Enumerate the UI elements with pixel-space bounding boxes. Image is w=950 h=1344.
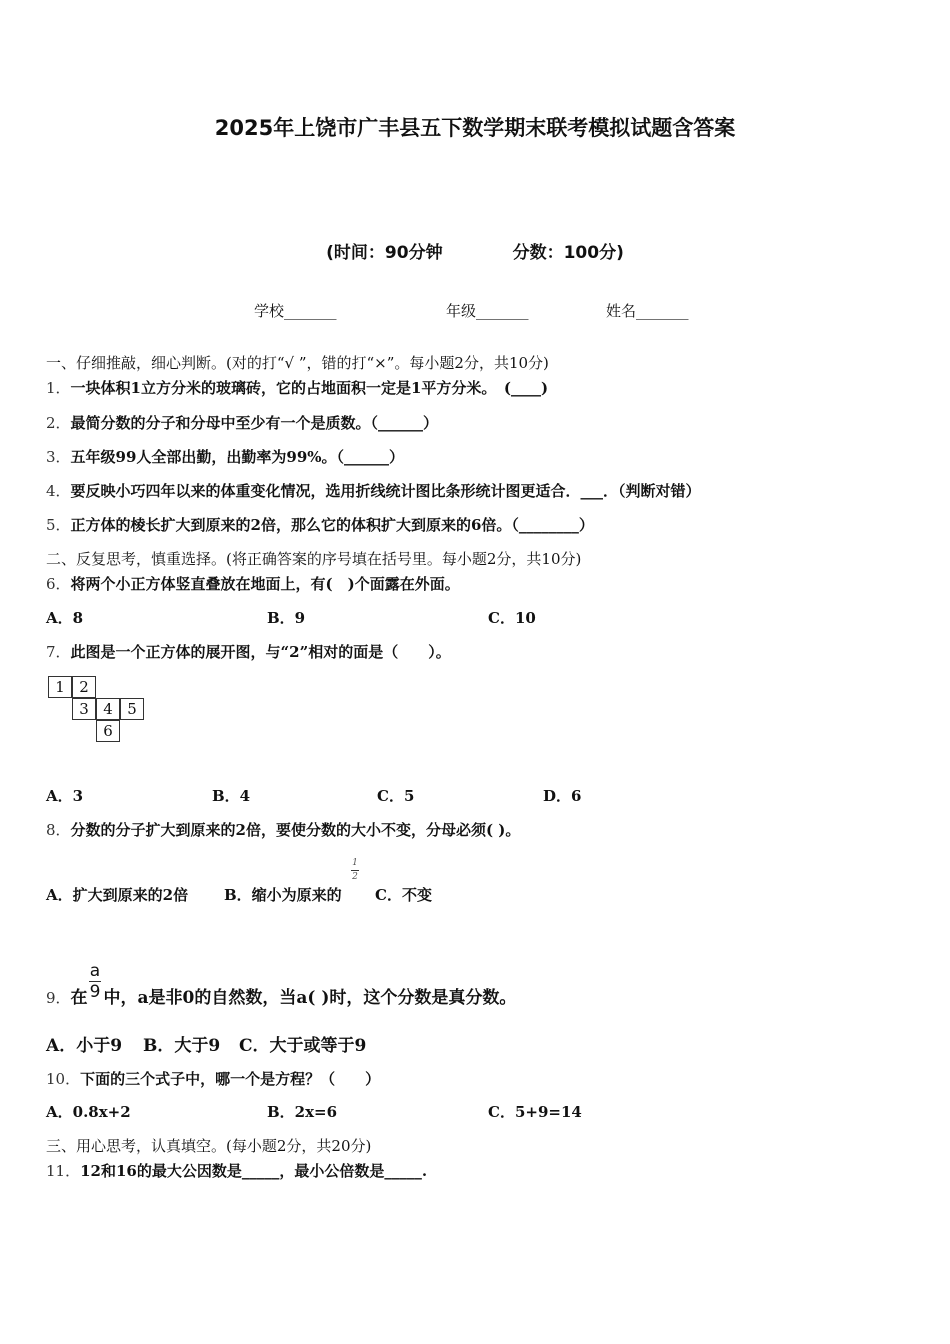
question-text: 此图是一个正方体的展开图，与“2”相对的面是（ ）。 (70, 643, 451, 661)
question-number: 4． (46, 482, 71, 500)
question-number: 1． (46, 379, 71, 397)
exam-time: (时间：90分钟 (326, 243, 443, 263)
net-cell: 5 (120, 698, 144, 720)
question-4 (46, 480, 701, 501)
exam-score: 分数：100分) (512, 243, 624, 263)
question-text: 一块体积1立方分米的玻璃砖，它的占地面积一定是1平方分米。 (____) (70, 379, 549, 397)
question-1 (46, 377, 548, 398)
question-number: 10． (46, 1070, 81, 1088)
option-c[interactable]: C．5+9=14 (488, 1103, 582, 1121)
option-b[interactable]: B．9 (267, 609, 306, 627)
option-d[interactable]: D．6 (543, 787, 582, 805)
fraction-bar (351, 870, 359, 871)
net-cell: 3 (72, 698, 96, 720)
section-2-heading: 二、反复思考，慎重选择。(将正确答案的序号填在括号里。每小题2分，共10分) (46, 550, 582, 568)
question-number: 6． (46, 575, 71, 593)
question-text: 要反映小巧四年以来的体重变化情况，选用折线统计图比条形统计图更适合．___．（判断对错） (70, 482, 701, 500)
page-title: 2025年上饶市广丰县五下数学期末联考模拟试题含答案 (214, 116, 736, 140)
question-number: 2． (46, 414, 71, 432)
option-b[interactable]: B．缩小为原来的 (224, 886, 342, 904)
option-c[interactable]: C．5 (377, 787, 415, 805)
grade-field: 年级_______ (446, 302, 529, 320)
name-field: 姓名_______ (606, 302, 689, 320)
fraction-numerator: 1 (352, 858, 358, 868)
question-text: 12和16的最大公因数是_____，最小公倍数是_____. (80, 1162, 428, 1180)
net-cell: 1 (48, 676, 72, 698)
option-a[interactable]: A．8 (46, 609, 84, 627)
option-a[interactable]: A．小于9 (46, 1036, 123, 1056)
option-c[interactable]: C．10 (488, 609, 536, 627)
question-number: 9． (46, 989, 71, 1007)
question-10 (46, 1068, 380, 1089)
question-8 (46, 819, 520, 840)
option-b[interactable]: B．大于9 (143, 1036, 221, 1056)
section-1-heading: 一、仔细推敲，细心判断。(对的打“√ ”，错的打“×”。每小题2分，共10分) (46, 354, 549, 372)
question-number: 3． (46, 448, 71, 466)
question-5 (46, 514, 594, 535)
question-number: 8． (46, 821, 71, 839)
question-text: 下面的三个式子中，哪一个是方程？（ ） (80, 1070, 381, 1088)
question-3 (46, 446, 404, 467)
net-cell: 6 (96, 720, 120, 742)
question-prefix: 在 (70, 988, 88, 1008)
option-c[interactable]: C．不变 (375, 886, 432, 904)
exam-info (0, 238, 950, 263)
option-c[interactable]: C．大于或等于9 (239, 1036, 367, 1056)
question-text: 五年级99人全部出勤，出勤率为99%。（______） (70, 448, 405, 466)
question-number: 11． (46, 1162, 81, 1180)
net-cell: 4 (96, 698, 120, 720)
option-a[interactable]: A．3 (46, 787, 84, 805)
fraction-denominator: 9 (89, 982, 101, 1002)
school-field: 学校_______ (254, 302, 337, 320)
question-6 (46, 573, 460, 594)
net-cell: 2 (72, 676, 96, 698)
question-number: 7． (46, 643, 71, 661)
question-7 (46, 641, 451, 662)
question-text: 中，a是非0的自然数，当a( )时，这个分数是真分数。 (103, 988, 517, 1008)
question-text: 分数的分子扩大到原来的2倍，要使分数的大小不变，分母必须( )。 (70, 821, 521, 839)
section-3-heading: 三、用心思考，认真填空。(每小题2分，共20分) (46, 1137, 372, 1155)
fraction-numerator: a (89, 961, 101, 981)
question-11 (46, 1160, 427, 1181)
option-a[interactable]: A．扩大到原来的2倍 (46, 886, 189, 904)
question-number: 5． (46, 516, 71, 534)
question-2 (46, 412, 438, 433)
question-text: 正方体的棱长扩大到原来的2倍，那么它的体积扩大到原来的6倍。（________） (70, 516, 594, 534)
question-text: 最简分数的分子和分母中至少有一个是质数。（______） (70, 414, 439, 432)
question-text: 将两个小正方体竖直叠放在地面上，有( )个面露在外面。 (70, 575, 460, 593)
option-b[interactable]: B．2x=6 (267, 1103, 338, 1121)
fraction-denominator: 2 (352, 872, 358, 882)
option-b[interactable]: B．4 (212, 787, 251, 805)
question-9 (46, 983, 516, 1008)
option-a[interactable]: A．0.8x+2 (46, 1103, 131, 1121)
